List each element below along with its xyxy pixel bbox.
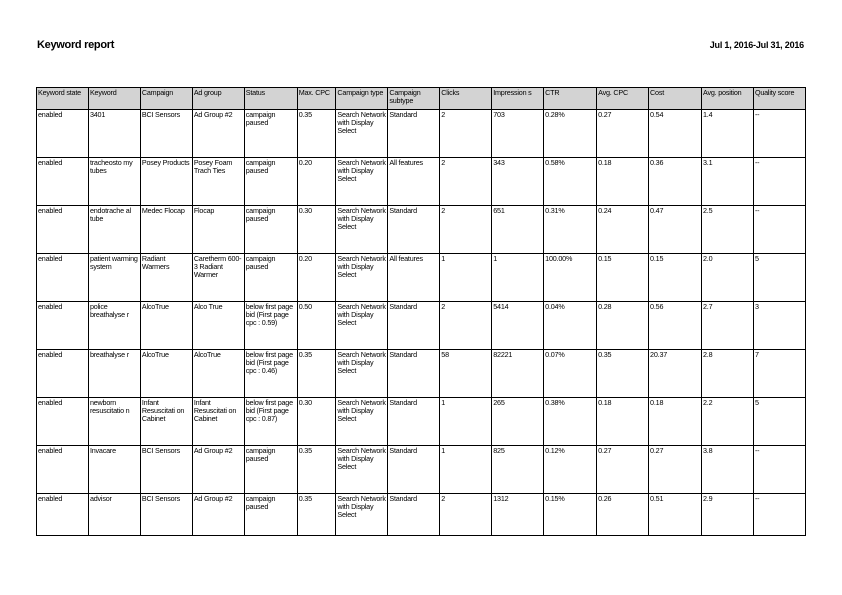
cell-status: campaign paused bbox=[244, 206, 297, 254]
header-avg-position: Avg. position bbox=[702, 88, 754, 110]
cell-quality-score: 5 bbox=[753, 254, 805, 302]
cell-keyword: 3401 bbox=[88, 110, 140, 158]
cell-campaign-type: Search Network with Display Select bbox=[336, 206, 388, 254]
cell-campaign: BCI Sensors bbox=[140, 110, 192, 158]
cell-campaign-subtype: Standard bbox=[388, 110, 440, 158]
cell-campaign: Infant Resuscitati on Cabinet bbox=[140, 398, 192, 446]
table-row bbox=[37, 206, 806, 254]
table-body bbox=[37, 110, 806, 536]
cell-avg-position: 2.9 bbox=[702, 494, 754, 536]
cell-status: below first page bid (First page cpc : 0.59) bbox=[244, 302, 297, 350]
cell-ad-group: Infant Resuscitati on Cabinet bbox=[192, 398, 244, 446]
cell-campaign-type: Search Network with Display Select bbox=[336, 446, 388, 494]
cell-campaign-subtype: Standard bbox=[388, 302, 440, 350]
header-keyword: Keyword bbox=[88, 88, 140, 110]
table-row bbox=[37, 158, 806, 206]
cell-campaign-subtype: Standard bbox=[388, 398, 440, 446]
cell-max-cpc: 0.35 bbox=[297, 494, 336, 536]
cell-clicks: 2 bbox=[440, 302, 492, 350]
cell-status: below first page bid (First page cpc : 0.87) bbox=[244, 398, 297, 446]
cell-campaign: Posey Products bbox=[140, 158, 192, 206]
cell-cost: 0.18 bbox=[649, 398, 702, 446]
cell-campaign-type: Search Network with Display Select bbox=[336, 110, 388, 158]
cell-quality-score: -- bbox=[753, 158, 805, 206]
cell-avg-position: 2.0 bbox=[702, 254, 754, 302]
cell-avg-position: 2.2 bbox=[702, 398, 754, 446]
header-ctr: CTR bbox=[544, 88, 597, 110]
cell-campaign: AlcoTrue bbox=[140, 302, 192, 350]
cell-keyword: newborn resuscitatio n bbox=[88, 398, 140, 446]
table-row bbox=[37, 446, 806, 494]
cell-avg-position: 3.1 bbox=[702, 158, 754, 206]
cell-keyword: advisor bbox=[88, 494, 140, 536]
cell-status: below first page bid (First page cpc : 0.46) bbox=[244, 350, 297, 398]
header-campaign: Campaign bbox=[140, 88, 192, 110]
header-cost: Cost bbox=[649, 88, 702, 110]
cell-campaign-subtype: Standard bbox=[388, 446, 440, 494]
cell-avg-cpc: 0.18 bbox=[597, 158, 649, 206]
cell-cost: 20.37 bbox=[649, 350, 702, 398]
cell-cost: 0.15 bbox=[649, 254, 702, 302]
report-date-range: Jul 1, 2016-Jul 31, 2016 bbox=[709, 40, 804, 50]
header-quality-score: Quality score bbox=[753, 88, 805, 110]
cell-keyword: Invacare bbox=[88, 446, 140, 494]
cell-impressions: 343 bbox=[492, 158, 544, 206]
cell-impressions: 651 bbox=[492, 206, 544, 254]
cell-avg-position: 1.4 bbox=[702, 110, 754, 158]
cell-cost: 0.54 bbox=[649, 110, 702, 158]
cell-status: campaign paused bbox=[244, 110, 297, 158]
cell-quality-score: -- bbox=[753, 110, 805, 158]
cell-quality-score: -- bbox=[753, 494, 805, 536]
table-header bbox=[37, 88, 806, 110]
cell-campaign: BCI Sensors bbox=[140, 494, 192, 536]
cell-max-cpc: 0.30 bbox=[297, 206, 336, 254]
cell-quality-score: 7 bbox=[753, 350, 805, 398]
header-avg-cpc: Avg. CPC bbox=[597, 88, 649, 110]
cell-impressions: 265 bbox=[492, 398, 544, 446]
cell-ctr: 0.12% bbox=[544, 446, 597, 494]
cell-clicks: 2 bbox=[440, 110, 492, 158]
cell-max-cpc: 0.20 bbox=[297, 254, 336, 302]
cell-clicks: 58 bbox=[440, 350, 492, 398]
cell-ctr: 0.15% bbox=[544, 494, 597, 536]
report-title: Keyword report bbox=[37, 39, 115, 51]
cell-ctr: 0.58% bbox=[544, 158, 597, 206]
cell-quality-score: 3 bbox=[753, 302, 805, 350]
cell-quality-score: -- bbox=[753, 446, 805, 494]
cell-campaign: Medec Flocap bbox=[140, 206, 192, 254]
cell-clicks: 1 bbox=[440, 398, 492, 446]
cell-campaign-subtype: Standard bbox=[388, 350, 440, 398]
cell-keyword: breathalyse r bbox=[88, 350, 140, 398]
cell-status: campaign paused bbox=[244, 446, 297, 494]
cell-status: campaign paused bbox=[244, 158, 297, 206]
cell-max-cpc: 0.35 bbox=[297, 110, 336, 158]
cell-avg-cpc: 0.26 bbox=[597, 494, 649, 536]
cell-keyword-state: enabled bbox=[37, 446, 89, 494]
header-campaign-type: Campaign type bbox=[336, 88, 388, 110]
cell-clicks: 1 bbox=[440, 446, 492, 494]
cell-clicks: 1 bbox=[440, 254, 492, 302]
cell-cost: 0.51 bbox=[649, 494, 702, 536]
cell-max-cpc: 0.35 bbox=[297, 446, 336, 494]
cell-max-cpc: 0.20 bbox=[297, 158, 336, 206]
cell-ctr: 0.38% bbox=[544, 398, 597, 446]
cell-impressions: 825 bbox=[492, 446, 544, 494]
cell-ctr: 0.04% bbox=[544, 302, 597, 350]
header-campaign-subtype: Campaign subtype bbox=[388, 88, 440, 110]
cell-quality-score: -- bbox=[753, 206, 805, 254]
cell-cost: 0.56 bbox=[649, 302, 702, 350]
cell-keyword-state: enabled bbox=[37, 158, 89, 206]
cell-avg-cpc: 0.18 bbox=[597, 398, 649, 446]
cell-avg-cpc: 0.27 bbox=[597, 110, 649, 158]
cell-ctr: 0.28% bbox=[544, 110, 597, 158]
cell-ad-group: Alco True bbox=[192, 302, 244, 350]
header-status: Status bbox=[244, 88, 297, 110]
cell-keyword-state: enabled bbox=[37, 206, 89, 254]
cell-keyword-state: enabled bbox=[37, 254, 89, 302]
cell-impressions: 1312 bbox=[492, 494, 544, 536]
cell-ctr: 0.07% bbox=[544, 350, 597, 398]
cell-ctr: 100.00% bbox=[544, 254, 597, 302]
cell-impressions: 5414 bbox=[492, 302, 544, 350]
cell-clicks: 2 bbox=[440, 206, 492, 254]
cell-impressions: 82221 bbox=[492, 350, 544, 398]
cell-impressions: 703 bbox=[492, 110, 544, 158]
cell-keyword-state: enabled bbox=[37, 110, 89, 158]
table-row bbox=[37, 494, 806, 536]
table-row bbox=[37, 302, 806, 350]
cell-campaign-type: Search Network with Display Select bbox=[336, 302, 388, 350]
header-keyword-state: Keyword state bbox=[37, 88, 89, 110]
cell-avg-position: 3.8 bbox=[702, 446, 754, 494]
cell-max-cpc: 0.30 bbox=[297, 398, 336, 446]
cell-avg-cpc: 0.28 bbox=[597, 302, 649, 350]
cell-keyword: police breathalyse r bbox=[88, 302, 140, 350]
cell-campaign-subtype: Standard bbox=[388, 206, 440, 254]
cell-ad-group: Ad Group #2 bbox=[192, 494, 244, 536]
cell-campaign-subtype: All features bbox=[388, 254, 440, 302]
header-ad-group: Ad group bbox=[192, 88, 244, 110]
header-impressions: Impression s bbox=[492, 88, 544, 110]
cell-campaign-subtype: Standard bbox=[388, 494, 440, 536]
cell-max-cpc: 0.35 bbox=[297, 350, 336, 398]
cell-avg-position: 2.7 bbox=[702, 302, 754, 350]
cell-cost: 0.27 bbox=[649, 446, 702, 494]
table-row bbox=[37, 398, 806, 446]
cell-avg-position: 2.5 bbox=[702, 206, 754, 254]
cell-cost: 0.36 bbox=[649, 158, 702, 206]
cell-clicks: 2 bbox=[440, 158, 492, 206]
cell-ad-group: AlcoTrue bbox=[192, 350, 244, 398]
cell-keyword-state: enabled bbox=[37, 302, 89, 350]
cell-campaign: BCI Sensors bbox=[140, 446, 192, 494]
cell-campaign-type: Search Network with Display Select bbox=[336, 254, 388, 302]
cell-status: campaign paused bbox=[244, 494, 297, 536]
cell-campaign-type: Search Network with Display Select bbox=[336, 398, 388, 446]
cell-ad-group: Ad Group #2 bbox=[192, 110, 244, 158]
cell-avg-cpc: 0.35 bbox=[597, 350, 649, 398]
keyword-report-table bbox=[36, 87, 806, 536]
cell-keyword: endotrache al tube bbox=[88, 206, 140, 254]
header-clicks: Clicks bbox=[440, 88, 492, 110]
cell-ctr: 0.31% bbox=[544, 206, 597, 254]
cell-campaign: Radiant Warmers bbox=[140, 254, 192, 302]
cell-ad-group: Flocap bbox=[192, 206, 244, 254]
cell-avg-cpc: 0.24 bbox=[597, 206, 649, 254]
table-row bbox=[37, 254, 806, 302]
cell-campaign: AlcoTrue bbox=[140, 350, 192, 398]
cell-avg-cpc: 0.15 bbox=[597, 254, 649, 302]
cell-keyword-state: enabled bbox=[37, 398, 89, 446]
cell-cost: 0.47 bbox=[649, 206, 702, 254]
header-row bbox=[37, 88, 806, 110]
cell-campaign-type: Search Network with Display Select bbox=[336, 158, 388, 206]
table-row bbox=[37, 110, 806, 158]
cell-ad-group: Ad Group #2 bbox=[192, 446, 244, 494]
cell-campaign-subtype: All features bbox=[388, 158, 440, 206]
cell-campaign-type: Search Network with Display Select bbox=[336, 494, 388, 536]
cell-quality-score: 5 bbox=[753, 398, 805, 446]
cell-keyword-state: enabled bbox=[37, 494, 89, 536]
cell-keyword: tracheosto my tubes bbox=[88, 158, 140, 206]
cell-max-cpc: 0.50 bbox=[297, 302, 336, 350]
cell-avg-position: 2.8 bbox=[702, 350, 754, 398]
cell-clicks: 2 bbox=[440, 494, 492, 536]
cell-impressions: 1 bbox=[492, 254, 544, 302]
cell-ad-group: Posey Foam Trach Ties bbox=[192, 158, 244, 206]
cell-ad-group: Caretherm 600-3 Radiant Warmer bbox=[192, 254, 244, 302]
cell-status: campaign paused bbox=[244, 254, 297, 302]
cell-keyword: patient warming system bbox=[88, 254, 140, 302]
header-max-cpc: Max. CPC bbox=[297, 88, 336, 110]
table-row bbox=[37, 350, 806, 398]
cell-campaign-type: Search Network with Display Select bbox=[336, 350, 388, 398]
cell-avg-cpc: 0.27 bbox=[597, 446, 649, 494]
cell-keyword-state: enabled bbox=[37, 350, 89, 398]
